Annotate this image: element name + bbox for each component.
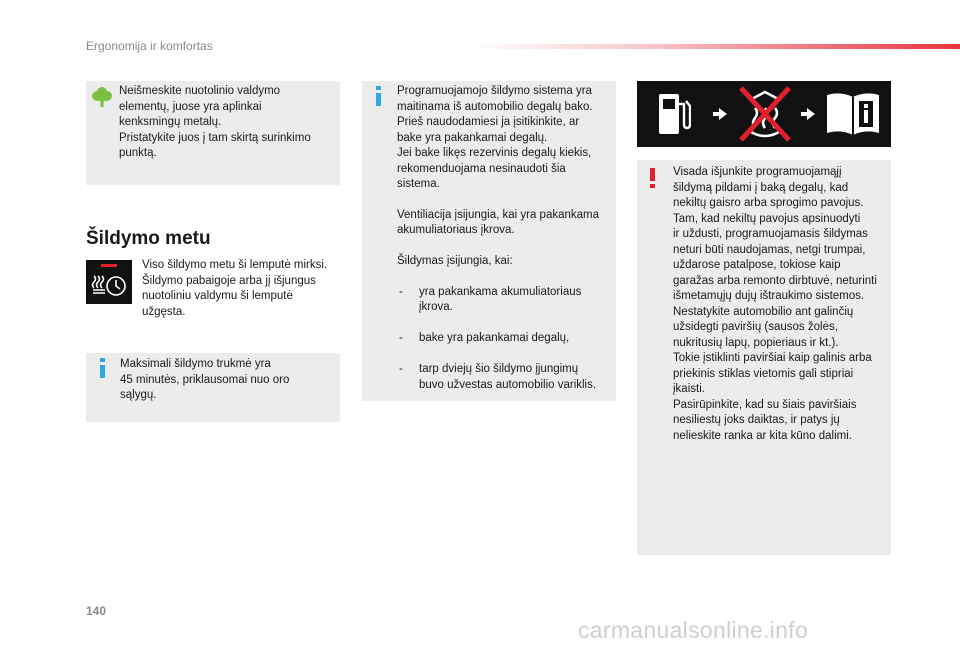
info-icon [375,86,383,106]
max-duration-text: Maksimali šildymo trukmė yra 45 minutės, priklausomai nuo oro sąlygų. [120,358,290,401]
eco-note-text: Neišmeskite nuotolinio valdymo elementų, juose yra aplinkai kenksmingų metalų. Pristatykite juos į tam skirtą surinkimo punktą. [119,85,311,159]
heater-timer-icon [86,260,132,304]
list-item: - bake yra pakankamai degalų, [397,331,612,347]
eco-tree-icon [92,86,112,108]
list-item: - yra pakankama akumuliatoriaus įkrova. [397,285,612,316]
arrow-right-icon [801,108,815,120]
programmable-note-box [362,81,616,401]
programmable-paragraph-1: Programuojamojo šildymo sistema yra maitinama iš automobilio degalų bako. Prieš naudodamiesi ja įsitikinkite, ar bake yra pakankamai degalų. Jei bake likęs rezervinis degalų kiekis, rekomenduojama nesinaudoti šia sistema. [397,85,593,190]
warning-icon [649,168,657,188]
max-duration-note-box [86,353,340,422]
heating-indicator-text: Viso šildymo metu ši lemputė mirksi. Šildymo pabaigoje arba jį išjungus nuotoliniu valdymu ši lemputė užgęsta. [142,259,328,318]
header-accent-bar [470,44,960,49]
programmable-conditions-intro: Šildymas įsijungia, kai: [397,254,513,267]
no-heating-icon [735,84,795,144]
warning-text: Visada išjunkite programuojamąjį šildymą pildami į baką degalų, kad nekiltų gaisro arba sprogimo pavojus. Tam, kad nekiltų pavojus apsinuodyti ir uždusti, programuojamasis šildymas neturi būti naudojamas, netgi trumpai, uždarose patalpose, tokiose kaip garažas arba remonto dirbtuvė, neturinti išmetamųjų dujų ištraukimo sistemos. Nestatykite automobilio ant galinčių užsidegti paviršių (sausos žolės, nukritusių lapų, popieriaus ir kt.). Tokie įstiklinti paviršiai kaip galinis arba priekinis stiklas vietomis gali stipriai įkaisti. Pasirūpinkite, kad su šiais paviršiais nesiliestų joks daiktas, ir patys jų nelieskite ranka ar kita kūno dalimi. [673,166,877,442]
arrow-right-icon [713,108,727,120]
watermark: carmanualsonline.info [578,617,809,643]
page-number: 140 [86,604,107,618]
conditions-list [397,269,612,409]
manual-info-icon [823,89,883,139]
page-header-title: Ergonomija ir komfortas [86,39,213,53]
section-heading: Šildymo metu [86,228,211,249]
eco-note-box [86,81,340,185]
fuel-warning-pictogram [637,81,891,147]
fuel-pump-icon [657,90,691,138]
warning-note-box [637,160,891,555]
programmable-paragraph-2: Ventiliacija įsijungia, kai yra pakankama akumuliatoriaus įkrova. [397,208,599,236]
list-item: - tarp dviejų šio šildymo įjungimų buvo užvestas automobilio variklis. [397,362,612,393]
info-icon [99,358,107,378]
